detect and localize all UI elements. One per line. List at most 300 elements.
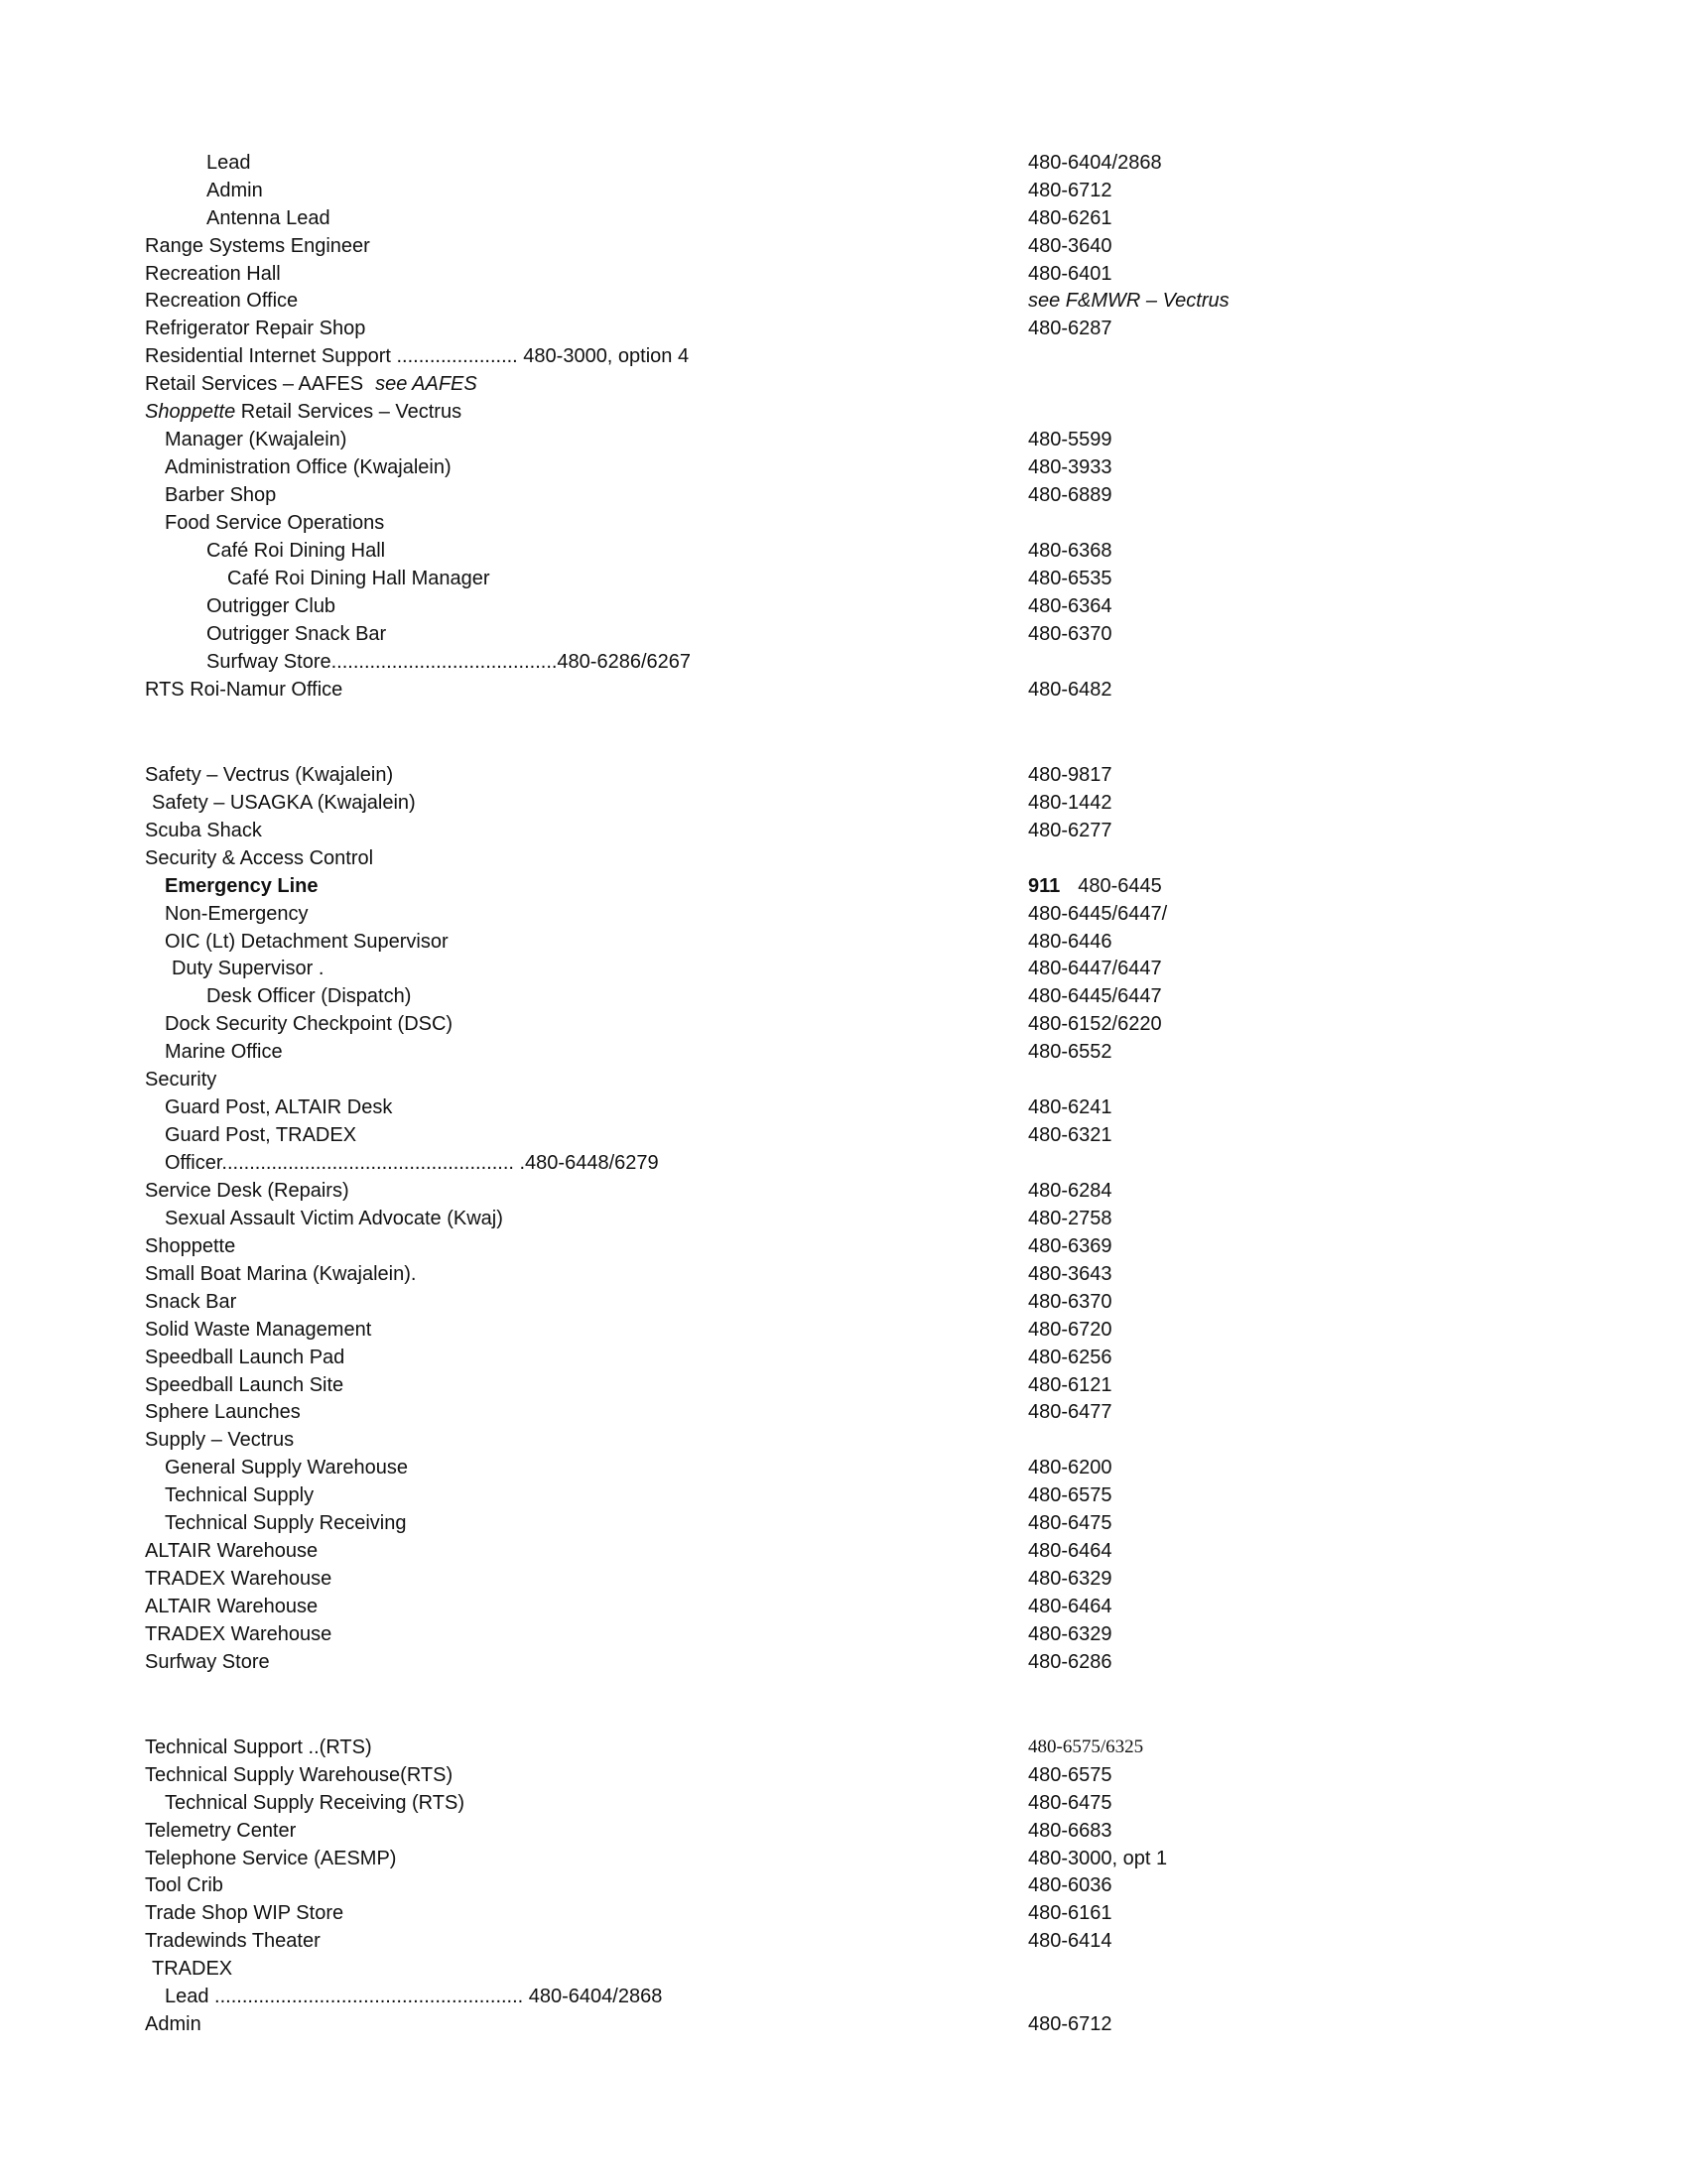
directory-entry: [0, 565, 1688, 592]
entry-name-text: TRADEX Warehouse: [145, 1568, 332, 1590]
entry-number: [1028, 2010, 1112, 2038]
entry-number: [1028, 1871, 1112, 1899]
directory-entry: [0, 1761, 1688, 1789]
directory-entry: [0, 1398, 1688, 1426]
entry-number: [1028, 1177, 1112, 1205]
entry-name-text: ALTAIR Warehouse: [145, 1540, 319, 1562]
directory-entry: [0, 1789, 1688, 1817]
entry-name-text: Supply – Vectrus: [145, 1429, 295, 1451]
directory-entry: [0, 1426, 1688, 1454]
directory-entry: [0, 1177, 1688, 1205]
entry-name: [145, 1537, 318, 1565]
directory-entry: [0, 955, 1688, 982]
entry-name-text: ALTAIR Warehouse: [145, 1596, 319, 1617]
directory-entry: [0, 1593, 1688, 1620]
entry-name-text: Surfway Store.........................................480-6286/6267: [206, 651, 691, 673]
entry-name: [145, 1620, 331, 1648]
entry-name-text: Speedball Launch Site: [145, 1374, 344, 1396]
entry-number: [1028, 177, 1112, 204]
directory-entry: [0, 1149, 1688, 1177]
directory-entry: [0, 1817, 1688, 1845]
entry-number-text: 480-6464: [1028, 1596, 1112, 1617]
directory-entry: [0, 1093, 1688, 1121]
entry-name-text: Technical Supply: [165, 1484, 315, 1506]
entry-name: [165, 872, 319, 900]
entry-name-text: Telephone Service (AESMP): [145, 1848, 397, 1869]
entry-number: [1028, 1232, 1112, 1260]
entry-name-text: Security: [145, 1069, 217, 1091]
entry-name-text: Emergency Line: [165, 875, 319, 897]
entry-name-text: Non-Emergency: [165, 903, 309, 925]
directory-entry: [0, 398, 1688, 426]
directory-entry: [0, 1734, 1688, 1761]
entry-number-text: 480-1442: [1028, 792, 1112, 814]
directory-entry: [0, 1205, 1688, 1232]
entry-number: [1028, 1899, 1112, 1927]
entry-name: [227, 565, 490, 592]
entry-name-text: Outrigger Snack Bar: [206, 623, 387, 645]
entry-number-text: 480-6482: [1028, 679, 1112, 701]
entry-number: [1028, 315, 1112, 342]
entry-number-text: 480-3000, opt 1: [1028, 1848, 1168, 1869]
directory-entry: [0, 1344, 1688, 1371]
entry-number-text: 480-6552: [1028, 1041, 1112, 1063]
directory-entry: [0, 1565, 1688, 1593]
entry-name-text: TRADEX Warehouse: [145, 1623, 332, 1645]
directory-entry: [0, 260, 1688, 288]
entry-number: [1028, 1371, 1112, 1399]
entry-name: [165, 1481, 314, 1509]
directory-entry: [0, 1316, 1688, 1344]
directory-entry: [0, 315, 1688, 342]
entry-number: [1028, 204, 1112, 232]
directory-entry: [0, 1899, 1688, 1927]
entry-name: [165, 481, 276, 509]
entry-number: [1028, 1010, 1162, 1038]
entry-name: [145, 1899, 343, 1927]
entry-number: [1028, 955, 1162, 982]
entry-number: [1028, 453, 1112, 481]
entry-name-text: OIC (Lt) Detachment Supervisor: [165, 931, 449, 953]
entry-number-text: 480-6445: [1078, 875, 1162, 897]
entry-name: [165, 426, 346, 453]
directory-entry: [0, 1121, 1688, 1149]
entry-name: [165, 1789, 464, 1817]
entry-number-text: 480-6329: [1028, 1623, 1112, 1645]
entry-number-text: 480-6200: [1028, 1457, 1112, 1478]
entry-number: [1028, 1398, 1112, 1426]
entry-number-text: 480-6683: [1028, 1820, 1112, 1842]
entry-name-text: TRADEX: [152, 1958, 233, 1980]
entry-number: [1028, 789, 1112, 817]
entry-name-text: Technical Supply Receiving: [165, 1512, 407, 1534]
entry-number: [1028, 1537, 1112, 1565]
entry-number: [1028, 287, 1230, 315]
entry-number: [1028, 620, 1112, 648]
entry-number: [1028, 1288, 1112, 1316]
entry-name-text: Security & Access Control: [145, 847, 374, 869]
entry-name: [145, 1871, 223, 1899]
entry-name-text: Retail Services – AAFES: [145, 373, 364, 395]
entry-name-text: Refrigerator Repair Shop: [145, 318, 366, 339]
entry-name-text: Residential Internet Support ...................... 480-3000, option 4: [145, 345, 690, 367]
directory-entry: [0, 481, 1688, 509]
entry-number: [1028, 565, 1112, 592]
entry-name: [206, 620, 386, 648]
entry-name: [145, 1232, 235, 1260]
entry-name: [145, 2010, 201, 2038]
entry-number: [1028, 928, 1112, 956]
directory-entry: [0, 149, 1688, 177]
entry-name-prefix: Shoppette: [145, 401, 236, 423]
entry-name: [145, 1593, 318, 1620]
entry-name: [165, 1983, 662, 2010]
directory-entry: [0, 1260, 1688, 1288]
entry-name: [145, 370, 477, 398]
entry-name-text: Dock Security Checkpoint (DSC): [165, 1013, 454, 1035]
entry-name: [145, 342, 689, 370]
entry-name: [165, 1038, 283, 1066]
entry-name-text: Lead: [206, 152, 251, 174]
entry-number-text: 480-6287: [1028, 318, 1112, 339]
entry-name: [145, 232, 370, 260]
entry-name: [145, 1371, 343, 1399]
entry-number: [1028, 481, 1112, 509]
entry-name: [165, 1205, 503, 1232]
entry-number-text: see F&MWR – Vectrus: [1028, 290, 1230, 312]
entry-name: [145, 1565, 331, 1593]
entry-number-text: 480-6321: [1028, 1124, 1112, 1146]
entry-name-text: Telemetry Center: [145, 1820, 297, 1842]
entry-number: [1028, 1620, 1112, 1648]
directory-entry: [0, 592, 1688, 620]
entry-name: [145, 676, 342, 704]
entry-number: [1028, 1789, 1112, 1817]
entry-number-text: 480-6447/6447: [1028, 958, 1162, 979]
entry-name: [145, 1426, 294, 1454]
directory-entry: [0, 509, 1688, 537]
entry-name-text: Technical Supply Warehouse(RTS): [145, 1764, 454, 1786]
directory-entry: [0, 648, 1688, 676]
entry-name: [145, 1398, 301, 1426]
entry-number-text: 480-6477: [1028, 1401, 1112, 1423]
entry-name-text: Technical Support ..(RTS): [145, 1736, 372, 1758]
entry-number-text: 480-6121: [1028, 1374, 1112, 1396]
entry-name: [165, 928, 449, 956]
entry-name-text: Shoppette: [145, 1235, 236, 1257]
entry-name: [145, 1260, 416, 1288]
entry-number-text: 480-3933: [1028, 456, 1112, 478]
directory-entry: [0, 1454, 1688, 1481]
directory-entry: [0, 761, 1688, 789]
entry-number-text: 480-6368: [1028, 540, 1112, 562]
entry-number-text: 480-6446: [1028, 931, 1112, 953]
entry-name-text: Small Boat Marina (Kwajalein).: [145, 1263, 417, 1285]
entry-name-text: Desk Officer (Dispatch): [206, 985, 412, 1007]
entry-number-text: 480-6256: [1028, 1347, 1112, 1368]
entry-number-text: 480-6414: [1028, 1930, 1112, 1952]
directory-entry: [0, 1509, 1688, 1537]
entry-number-text: 480-6286: [1028, 1651, 1112, 1673]
directory-entry: [0, 900, 1688, 928]
directory-entry: [0, 1927, 1688, 1955]
entry-name-text: Scuba Shack: [145, 820, 262, 841]
entry-number: [1028, 232, 1112, 260]
entry-name: [145, 761, 393, 789]
entry-number-text: 480-6575: [1028, 1764, 1112, 1786]
entry-name: [145, 1288, 236, 1316]
entry-number: [1028, 537, 1112, 565]
entry-number: [1028, 1845, 1167, 1872]
entry-name: [165, 509, 384, 537]
entry-name: [206, 537, 385, 565]
entry-name-text: Tradewinds Theater: [145, 1930, 321, 1952]
entry-name: [145, 817, 262, 844]
entry-name: [145, 1648, 270, 1676]
entry-name: [206, 982, 411, 1010]
entry-number-text: 480-6152/6220: [1028, 1013, 1162, 1035]
entry-name-text: Administration Office (Kwajalein): [165, 456, 452, 478]
entry-number: [1028, 761, 1112, 789]
entry-name: [145, 260, 281, 288]
entry-name-text: Snack Bar: [145, 1291, 237, 1313]
entry-name-text: Safety – USAGKA (Kwajalein): [152, 792, 416, 814]
entry-name: [165, 453, 452, 481]
entry-number-text: 480-6370: [1028, 623, 1112, 645]
entry-number: [1028, 1817, 1112, 1845]
entry-name: [145, 315, 365, 342]
entry-number-text: 480-6445/6447/: [1028, 903, 1168, 925]
entry-name: [145, 287, 298, 315]
entry-number-text: 480-6241: [1028, 1096, 1112, 1118]
entry-name-text: Guard Post, TRADEX: [165, 1124, 357, 1146]
entry-number-text: 480-6712: [1028, 180, 1112, 201]
directory-entry: [0, 1845, 1688, 1872]
entry-number-text: 480-6575: [1028, 1484, 1112, 1506]
entry-number-text: 480-9817: [1028, 764, 1112, 786]
entry-number-text: 480-6475: [1028, 1792, 1112, 1814]
entry-name-text: Officer..................................................... .480-6448/6279: [165, 1152, 659, 1174]
entry-name-text: Technical Supply Receiving (RTS): [165, 1792, 464, 1814]
entry-name-text: Retail Services – Vectrus: [235, 401, 462, 423]
entry-number: [1028, 149, 1162, 177]
directory-entry: [0, 982, 1688, 1010]
entry-number: [1028, 676, 1112, 704]
entry-name-text: Admin: [206, 180, 263, 201]
entry-name: [165, 1509, 406, 1537]
entry-number: [1028, 592, 1112, 620]
entry-number-text: 480-6445/6447: [1028, 985, 1162, 1007]
directory-entry: [0, 1620, 1688, 1648]
entry-name: [206, 177, 263, 204]
entry-number: [1028, 1260, 1112, 1288]
entry-number-text: 480-6261: [1028, 207, 1112, 229]
entry-number-text: 480-2758: [1028, 1208, 1112, 1229]
entry-name: [145, 1817, 296, 1845]
entry-number-text: 480-6535: [1028, 568, 1112, 589]
entry-name: [206, 149, 251, 177]
directory-entry: [0, 342, 1688, 370]
entry-name-text: Manager (Kwajalein): [165, 429, 347, 450]
entry-name-text: Speedball Launch Pad: [145, 1347, 345, 1368]
entry-number: [1028, 1565, 1112, 1593]
entry-name-text: Recreation Office: [145, 290, 299, 312]
entry-number-text: 480-6329: [1028, 1568, 1112, 1590]
entry-name-text: Admin: [145, 2013, 201, 2035]
entry-number: [1028, 1927, 1112, 1955]
directory-entry: [0, 789, 1688, 817]
entry-name-text: Sphere Launches: [145, 1401, 301, 1423]
entry-number: [1028, 982, 1162, 1010]
entry-number: [1028, 1454, 1112, 1481]
directory-entry: [0, 817, 1688, 844]
entry-name: [145, 1177, 349, 1205]
entry-name-text: Marine Office: [165, 1041, 283, 1063]
entry-number: [1028, 1316, 1112, 1344]
entry-number: [1028, 817, 1112, 844]
entry-name-text: Antenna Lead: [206, 207, 330, 229]
entry-number-text: 480-6475: [1028, 1512, 1112, 1534]
entry-name: [152, 789, 416, 817]
directory-entry: [0, 453, 1688, 481]
entry-number: [1028, 1481, 1112, 1509]
directory-entry: [0, 872, 1688, 900]
entry-number-text: 480-6712: [1028, 2013, 1112, 2035]
entry-number: [1028, 1648, 1112, 1676]
directory-entry: [0, 204, 1688, 232]
entry-number: [1028, 1734, 1143, 1761]
entry-name: [145, 1845, 396, 1872]
directory-entry: [0, 232, 1688, 260]
entry-name-text: Sexual Assault Victim Advocate (Kwaj): [165, 1208, 503, 1229]
entry-name: [206, 648, 691, 676]
entry-number: [1028, 260, 1112, 288]
directory-entry: [0, 537, 1688, 565]
entry-name: [165, 1149, 659, 1177]
directory-entry: [0, 287, 1688, 315]
entry-number-text: 480-6720: [1028, 1319, 1112, 1341]
entry-name: [145, 1927, 321, 1955]
entry-name-suffix: see AAFES: [375, 373, 477, 395]
entry-name-text: Duty Supervisor .: [172, 958, 325, 979]
entry-name: [206, 204, 330, 232]
entry-number-text: 480-6036: [1028, 1874, 1112, 1896]
entry-number-text: 480-6284: [1028, 1180, 1112, 1202]
entry-number-text: 480-6401: [1028, 263, 1112, 285]
directory-entry: [0, 1371, 1688, 1399]
entry-name-text: Food Service Operations: [165, 512, 385, 534]
entry-number: [1028, 872, 1162, 900]
entry-number-text: 480-6889: [1028, 484, 1112, 506]
entry-number: [1028, 426, 1112, 453]
entry-name: [165, 1093, 392, 1121]
entry-name: [152, 1955, 232, 1983]
entry-name-text: Lead ........................................................ 480-6404/2868: [165, 1986, 663, 2007]
entry-number-text: 480-6464: [1028, 1540, 1112, 1562]
entry-name-text: Café Roi Dining Hall: [206, 540, 386, 562]
directory-entry: [0, 1537, 1688, 1565]
entry-name-text: Surfway Store: [145, 1651, 270, 1673]
entry-name: [145, 1344, 344, 1371]
entry-name: [145, 398, 461, 426]
entry-number-text: 480-3640: [1028, 235, 1112, 257]
directory-entry: [0, 844, 1688, 872]
entry-name: [206, 592, 335, 620]
entry-number: [1028, 1509, 1112, 1537]
directory-entry: [0, 620, 1688, 648]
entry-name-text: RTS Roi-Namur Office: [145, 679, 343, 701]
entry-number-text: 480-6404/2868: [1028, 152, 1162, 174]
entry-number: [1028, 1344, 1112, 1371]
entry-number: [1028, 1761, 1112, 1789]
entry-name-text: Tool Crib: [145, 1874, 223, 1896]
entry-number: [1028, 1121, 1112, 1149]
directory-entry: [0, 1983, 1688, 2010]
directory-entry: [0, 1288, 1688, 1316]
entry-name: [145, 1066, 216, 1093]
entry-number: [1028, 1093, 1112, 1121]
entry-name: [145, 1316, 371, 1344]
entry-number-text: 480-6575/6325: [1028, 1736, 1144, 1757]
entry-name-text: Safety – Vectrus (Kwajalein): [145, 764, 394, 786]
directory-entry: [0, 426, 1688, 453]
directory-entry: [0, 1648, 1688, 1676]
entry-name: [172, 955, 324, 982]
entry-name-text: Barber Shop: [165, 484, 277, 506]
entry-number-text: 480-6369: [1028, 1235, 1112, 1257]
entry-name-text: Recreation Hall: [145, 263, 281, 285]
directory-entry: [0, 1481, 1688, 1509]
entry-name-text: General Supply Warehouse: [165, 1457, 408, 1478]
directory-entry: [0, 1010, 1688, 1038]
directory-entry: [0, 1871, 1688, 1899]
entry-name-text: Guard Post, ALTAIR Desk: [165, 1096, 393, 1118]
entry-number: [1028, 1038, 1112, 1066]
entry-number: [1028, 1593, 1112, 1620]
entry-number: [1028, 1205, 1112, 1232]
entry-number-text: 480-6161: [1028, 1902, 1112, 1924]
entry-number: [1028, 900, 1167, 928]
entry-name-text: Range Systems Engineer: [145, 235, 370, 257]
entry-name: [145, 1761, 453, 1789]
entry-name-text: Trade Shop WIP Store: [145, 1902, 344, 1924]
directory-entry: [0, 1038, 1688, 1066]
entry-number-text: 480-3643: [1028, 1263, 1112, 1285]
entry-name: [165, 1454, 408, 1481]
entry-name-text: Solid Waste Management: [145, 1319, 372, 1341]
entry-number-text: 480-5599: [1028, 429, 1112, 450]
directory-entry: [0, 676, 1688, 704]
directory-entry: [0, 1955, 1688, 1983]
entry-name: [165, 1121, 356, 1149]
entry-number-prefix: 911: [1028, 875, 1061, 897]
entry-name-text: Café Roi Dining Hall Manager: [227, 568, 490, 589]
directory-entry: [0, 928, 1688, 956]
entry-name: [145, 844, 373, 872]
entry-number-text: 480-6364: [1028, 595, 1112, 617]
entry-number-text: 480-6370: [1028, 1291, 1112, 1313]
entry-name: [145, 1734, 372, 1761]
directory-entry: [0, 2010, 1688, 2038]
directory-entry: [0, 1232, 1688, 1260]
entry-number-text: 480-6277: [1028, 820, 1112, 841]
directory-entry: [0, 177, 1688, 204]
entry-name: [165, 900, 309, 928]
entry-name-text: Service Desk (Repairs): [145, 1180, 349, 1202]
entry-name-text: Outrigger Club: [206, 595, 336, 617]
directory-entry: [0, 370, 1688, 398]
entry-name: [165, 1010, 453, 1038]
